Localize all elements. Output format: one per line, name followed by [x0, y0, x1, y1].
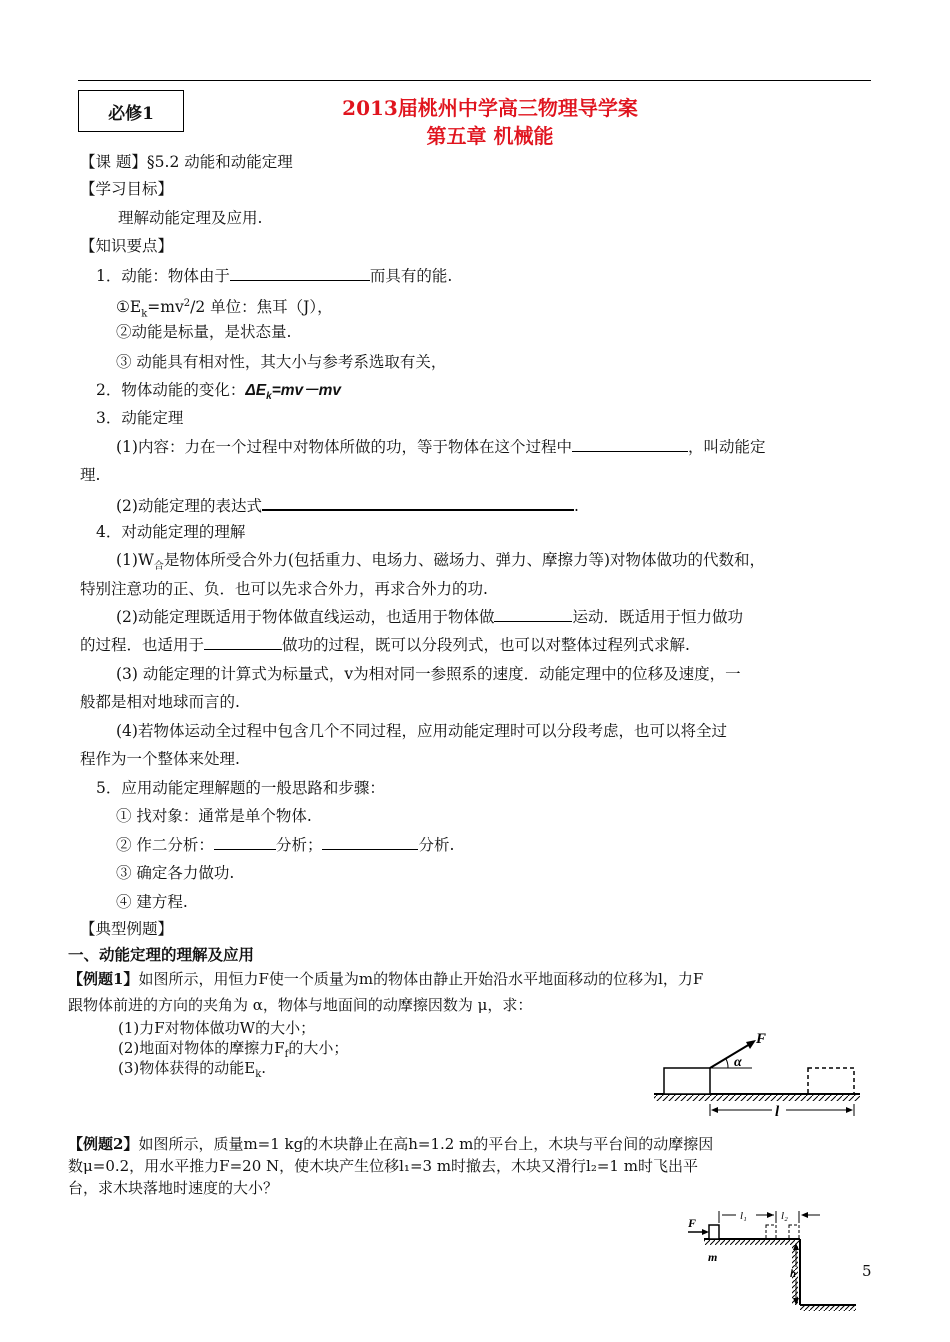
point-3: 3．动能定理 [96, 409, 184, 427]
course-badge: 必修1 [78, 90, 184, 132]
point-3-expression: (2)动能定理的表达式 . [116, 493, 579, 518]
example-2-text-cont: 数μ=0.2，用水平推力F=20 N，使木块产生位移l₁=3 m时撤去，木块又滑行l₂=1 m时飞出平 [68, 1157, 698, 1175]
example-1-q2: (2)地面对物体的摩擦力$F_f$的大小； [118, 1039, 349, 1060]
answer-blank[interactable] [214, 833, 276, 850]
point-1: 1．动能：物体由于 而具有的能. [96, 264, 452, 288]
example-2-text-cont2: 台，求木块落地时速度的大小？ [68, 1179, 279, 1197]
example-1-figure [650, 1024, 866, 1122]
example-1-text-cont: 跟物体前进的方向的夹角为 α，物体与地面间的动摩擦因数为 μ，求： [68, 996, 533, 1014]
answer-blank[interactable] [494, 605, 572, 622]
point-4-1: $(1)W_合$是物体所受合外力(包括重力、电场力、磁场力、弹力、摩擦力等)对物体做功的代数和， [116, 551, 765, 573]
point-4-1-cont: 特别注意功的正、负．也可以先求合外力，再求合外力的功. [80, 580, 488, 598]
points-heading: 【知识要点】 [80, 237, 174, 255]
block-final [808, 1068, 854, 1094]
ground-hatch [654, 1094, 860, 1101]
section-heading: 一、动能定理的理解及应用 [68, 945, 255, 964]
step-2: ② 作二分析： 分析； 分析. [116, 833, 454, 857]
answer-blank[interactable] [262, 493, 574, 511]
mass-label: m [708, 1250, 718, 1264]
point-3-content: (1)内容：力在一个过程中对物体所做的功，等于物体在这个过程中 ，叫动能定 [116, 435, 765, 459]
example-1-text: 【例题1】如图所示，用恒力F使一个质量为m的物体由静止开始沿水平地面移动的位移为l，力F [68, 970, 704, 988]
goal-text: 理解动能定理及应用. [118, 209, 263, 227]
point-4-4: (4)若物体运动全过程中包含几个不同过程，应用动能定理时可以分段考虑，也可以将全过 [116, 722, 727, 740]
goal-heading: 【学习目标】 [80, 180, 174, 198]
point-4-2-cont: 的过程．也适用于 做功的过程，既可以分段列式，也可以对整体过程列式求解. [80, 633, 690, 657]
force-label: F [688, 1216, 697, 1230]
point-4-2: (2)动能定理既适用于物体做直线运动，也适用于物体做 运动．既适用于恒力做功 [116, 605, 743, 629]
example-1-q3: (3)物体获得的动能$E_k$. [118, 1059, 267, 1080]
step-1: ① 找对象：通常是单个物体. [116, 807, 312, 825]
point-3-content-cont: 理. [80, 466, 101, 484]
answer-blank[interactable] [230, 264, 370, 281]
force-label: F [756, 1031, 767, 1047]
document-title: 2013届桃州中学高三物理导学案 [342, 96, 638, 120]
point-4: 4．对动能定理的理解 [96, 523, 246, 541]
examples-heading: 【典型例题】 [80, 920, 174, 938]
force-arrow [710, 1044, 750, 1068]
example-2-text: 【例题2】如图所示，质量m=1 kg的木块静止在高h=1.2 m的平台上，木块与平台间的动摩擦因 [68, 1135, 714, 1153]
point-5: 5．应用动能定理解题的一般思路和步骤： [96, 779, 385, 797]
l1-label: l₁ [740, 1210, 747, 1222]
answer-blank[interactable] [572, 435, 688, 452]
point-4-3-cont: 般都是相对地球而言的. [80, 693, 240, 711]
point-1-scalar: ②动能是标量，是状态量. [116, 323, 292, 341]
topic-line: 【课 题】§5.2 动能和动能定理 [80, 153, 293, 171]
point-2: 2．物体动能的变化：$\Delta E_k=mv-mv$ [96, 381, 342, 403]
page-number: 5 [862, 1262, 872, 1280]
force-arrowhead [746, 1040, 756, 1049]
point-1-formula: $①E_k=mv^2/2$ 单位：焦耳（J）， [116, 298, 333, 320]
l2-label: l₂ [781, 1210, 788, 1222]
wood-block [709, 1225, 719, 1239]
answer-blank[interactable] [204, 633, 282, 650]
header-rule [78, 80, 871, 81]
angle-label: α [734, 1055, 742, 1070]
point-4-3: (3) 动能定理的计算式为标量式，v为相对同一参照系的速度．动能定理中的位移及速度，一 [116, 665, 741, 683]
height-label: h [790, 1268, 797, 1280]
block [664, 1068, 710, 1094]
chapter-title: 第五章 机械能 [426, 124, 554, 148]
point-4-4-cont: 程作为一个整体来处理. [80, 750, 240, 768]
point-1-relativity: ③ 动能具有相对性，其大小与参考系选取有关， [116, 353, 447, 371]
example-2-figure [680, 1205, 862, 1313]
distance-label: l [775, 1104, 780, 1120]
step-3: ③ 确定各力做功. [116, 864, 235, 882]
answer-blank[interactable] [322, 833, 418, 850]
example-1-q1: (1)力F对物体做功W的大小； [118, 1019, 316, 1037]
step-4: ④ 建方程. [116, 893, 188, 911]
